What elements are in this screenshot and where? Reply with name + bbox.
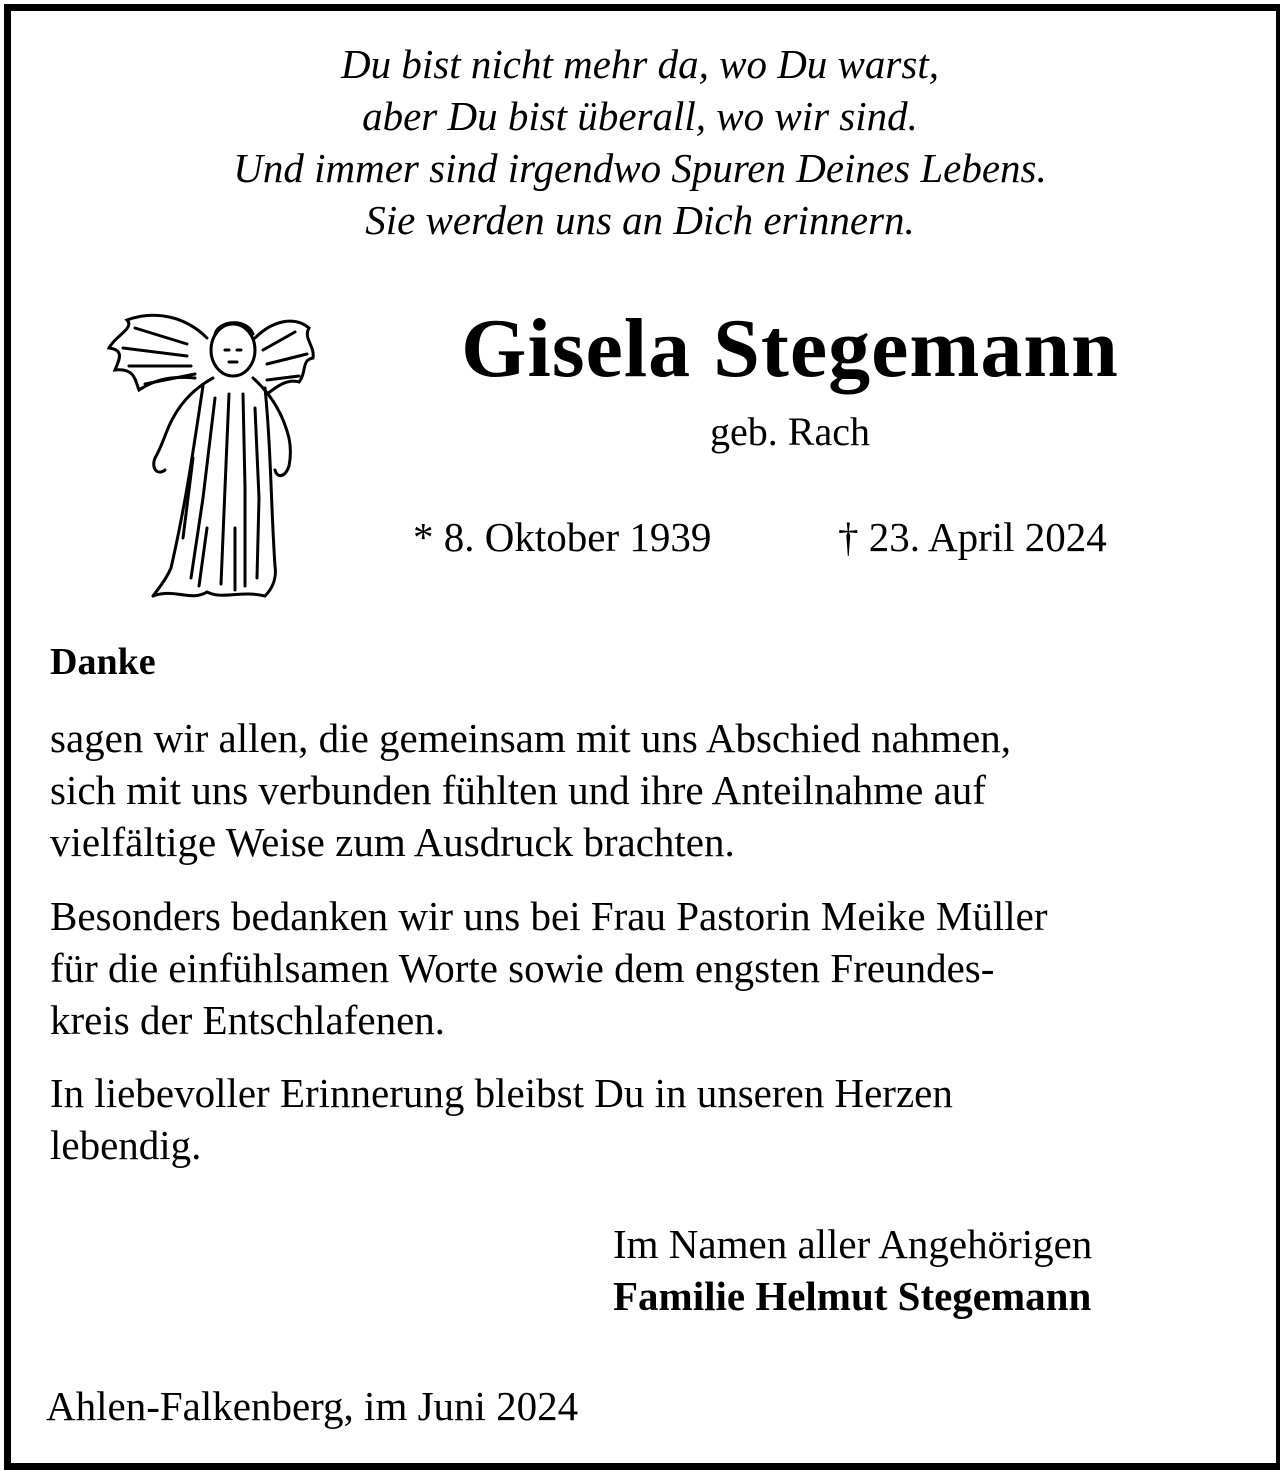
thanks-paragraph-3	[50, 1067, 1250, 1171]
quote-line: aber Du bist überall, wo wir sind.	[362, 93, 918, 139]
place-date: Ahlen-Falkenberg, im Juni 2024	[46, 1383, 579, 1429]
quote-line: Du bist nicht mehr da, wo Du warst,	[341, 41, 939, 87]
death-date: † 23. April 2024	[838, 514, 1107, 560]
thanks-paragraph-2	[50, 890, 1250, 1046]
quote-line: Und immer sind irgendwo Spuren Deines Lebens.	[233, 145, 1047, 191]
thanks-heading: Danke	[50, 641, 156, 683]
birth-date: * 8. Oktober 1939	[413, 514, 712, 560]
text-line: Besonders bedanken wir uns bei Frau Pastorin Meike Müller	[50, 893, 1048, 939]
text-line: sagen wir allen, die gemeinsam mit uns Abschied nahmen,	[50, 715, 1011, 761]
text-line: kreis der Entschlafenen.	[50, 997, 446, 1043]
memorial-quote	[0, 38, 1280, 246]
text-line: lebendig.	[50, 1122, 202, 1168]
quote-line: Sie werden uns an Dich erinnern.	[365, 197, 915, 243]
thanks-paragraph-1	[50, 712, 1250, 868]
maiden-name: geb. Rach	[710, 409, 870, 454]
text-line: In liebevoller Erinnerung bleibst Du in unseren Herzen	[50, 1070, 953, 1116]
signature-intro: Im Namen aller Angehörigen	[613, 1221, 1093, 1267]
angel-icon	[95, 298, 325, 608]
text-line: sich mit uns verbunden fühlten und ihre Anteilnahme auf	[50, 767, 986, 813]
signature-block	[613, 1218, 1092, 1322]
deceased-name: Gisela Stegemann	[461, 302, 1119, 395]
text-line: vielfältige Weise zum Ausdruck brachten.	[50, 819, 735, 865]
text-line: für die einfühlsamen Worte sowie dem engsten Freundes-	[50, 945, 995, 991]
family-name: Familie Helmut Stegemann	[613, 1273, 1092, 1319]
